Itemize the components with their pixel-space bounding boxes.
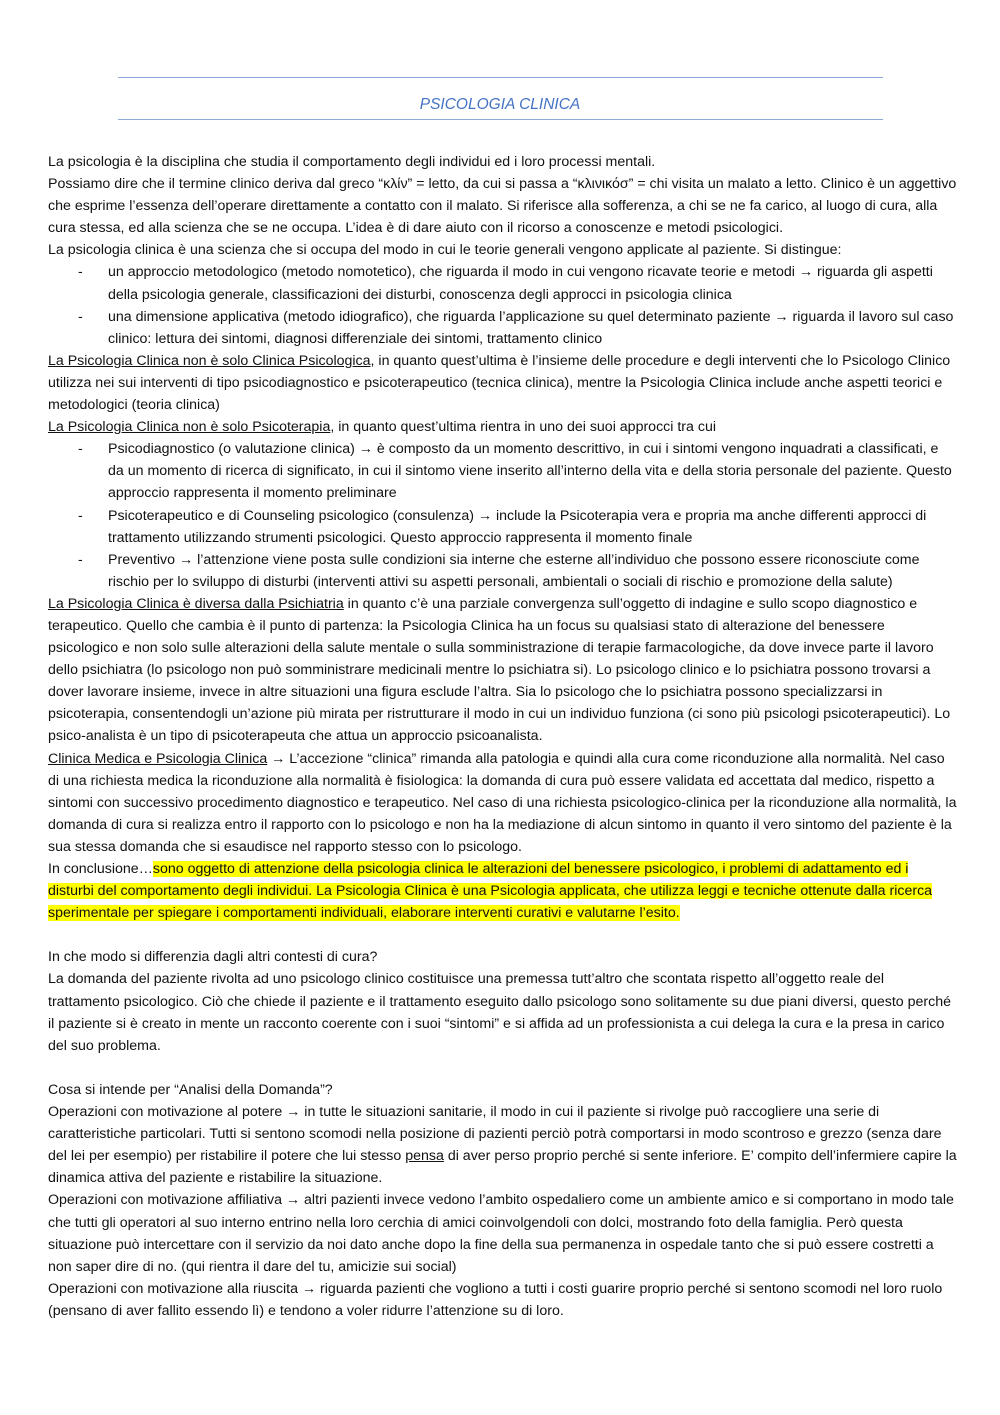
underlined-heading: La Psicologia Clinica è diversa dalla Psichiatria	[48, 595, 344, 612]
underlined-heading: La Psicologia Clinica non è solo Clinica Psicologica	[48, 352, 371, 369]
question-heading: In che modo si differenzia dagli altri contesti di cura?	[48, 949, 378, 966]
list-item: - Psicoterapeutico e di Counseling psicologico (consulenza) → include la Psicoterapia vera e propria ma anche differenti approcci di trattamento utilizzando strumenti psicologici. Questo approccio rappresenta il momento finale	[48, 505, 958, 549]
paragraph-psychiatry	[48, 593, 958, 748]
underlined-heading: Clinica Medica e Psicologia Clinica	[48, 750, 268, 767]
list-item: - Preventivo → l’attenzione viene posta sulle condizioni sia interne che esterne all’individuo che possono essere riconosciute come rischio per lo sviluppo di disturbi (interventi attivi su aspetti personali, ambientali o sociali di rischio e promozione della salute)	[48, 549, 958, 593]
paragraph-text: → L’accezione “clinica” rimanda alla patologia e quindi alla cura come riconduzione alla normalità. Nel caso di una richiesta medica la riconduzione alla normalità è fisiologica: la domanda di cura può essere validata ed accettata dal medico, rispetto a sintomi con successivo procedimento diagnostico e terapeutico. Nel caso di una richiesta psicologico-clinica per la riconduzione alla normalità, la domanda di cura si realizza entro il rapporto con lo psicologo e non ha la mediazione di alcun sintomo in quanto il vero sintomo del paziente è la sua stessa domanda che si esaudisce nel rapporto stesso con lo psicologo.	[48, 750, 957, 855]
paragraph-etymology: Possiamo dire che il termine clinico deriva dal greco “κλίν” = letto, da cui si passa a “κλινικόσ” = chi visita un malato a letto. Clinico è un aggettivo che esprime l’essenza dell’operare direttamente a contatto con il malato. Si riferisce alla sofferenza, a chi se ne fa carico, al luogo di cura, alla cura stessa, ed alla scienza che se ne occupa. L’idea è di dare aiuto con il ricorso a conoscenze e metodi psicologici.	[48, 176, 957, 237]
list-item: - una dimensione applicativa (metodo idiografico), che riguarda l’applicazione su quel determinato paziente → riguarda il lavoro sul caso clinico: lettura dei sintomi, diagnosi differenziale dei sintomi, trattamento clinico	[48, 306, 958, 350]
underlined-word: pensa	[405, 1148, 444, 1165]
paragraph-text: di aver perso proprio perché si sente inferiore. E’ compito dell’infermiere capire la dinamica attiva del paziente e ristabilire la situazione.	[48, 1148, 957, 1187]
paragraph-text: , in quanto quest’ultima è l’insieme delle procedure e degli interventi che lo Psicologo Clinico utilizza nei sui interventi di tipo psicodiagnostico e psicoterapeutico (tecnica clinica), mentre la Psicologia Clinica include anche aspetti teorici e metodologici (teoria clinica)	[48, 352, 951, 414]
header-rule-top	[118, 77, 883, 78]
paragraph-clinical-science: La psicologia clinica è una scienza che si occupa del modo in cui le teorie generali vengono applicate al paziente. Si distingue:	[48, 242, 842, 259]
page-title: PSICOLOGIA CLINICA	[419, 96, 581, 113]
header-rule-bottom	[118, 119, 883, 120]
paragraph-clinical-medicine	[48, 748, 958, 858]
list-item: - un approccio metodologico (metodo nomotetico), che riguarda il modo in cui vengono ricavate teorie e metodi → riguarda gli aspetti della psicologia generale, classificazioni dei disturbi, conoscenza degli approcci in psicologia clinica	[48, 261, 958, 305]
paragraph-text: , in quanto quest’ultima rientra in uno dei suoi approcci tra cui	[330, 419, 716, 436]
paragraph-conclusion	[48, 858, 958, 924]
underlined-heading: La Psicologia Clinica non è solo Psicoterapia	[48, 419, 331, 436]
document-body	[48, 151, 958, 1322]
paragraph-power-motivation	[48, 1101, 958, 1189]
paragraph-patient-request: La domanda del paziente rivolta ad uno psicologo clinico costituisce una premessa tutt’altro che scontata rispetto all’oggetto reale del trattamento psicologico. Ciò che chiede il paziente e il trattamento eseguito dallo psicologo sono solitamente su due piani diversi, questo perché il paziente si è creato in mente un racconto coerente con i suoi “sintomi” e si affida ad un professionista a cui delega la cura e la presa in carico del suo problema.	[48, 971, 952, 1054]
paragraph-definition: La psicologia è la disciplina che studia il comportamento degli individui ed i loro processi mentali.	[48, 154, 656, 170]
highlighted-text: sono oggetto di attenzione della psicologia clinica le alterazioni del benessere psicologico, i problemi di adattamento ed i disturbi del comportamento degli individui. La Psicologia Clinica è una Psicologia applicata, che utilizza leggi e tecniche ottenute dalla ricerca sperimentale per spiegare i comportamenti individuali, elaborare interventi curativi e valutarne l’esito.	[48, 861, 933, 922]
list-item: - Psicodiagnostico (o valutazione clinica) → è composto da un momento descrittivo, in cui i sintomi vengono inquadrati a classificati, e da un momento di ricerca di significato, in cui il sintomo viene inserito all’interno della vita e della storia personale del paziente. Questo approccio rappresenta il momento preliminare	[48, 438, 958, 504]
paragraph-text: In conclusione…	[48, 861, 153, 877]
paragraph-text: in quanto c’è una parziale convergenza sull’oggetto di indagine e sullo scopo diagnostico e terapeutico. Quello che cambia è il punto di partenza: la Psicologia Clinica ha un focus su qualsiasi stato di alterazione del benessere psicologico e non solo sulle alterazioni della salute mentale o sulla somministrazione di terapie farmacologiche, da dove invece parte il lavoro dello psichiatra (lo psicologo non può somministrare medicinali mentre lo psichiatra si). Lo psicologo clinico e lo psichiatra possono trovarsi a dover lavorare insieme, invece in altre situazioni una figura esclude l’altra. Sia lo psicologo che lo psichiatra possono specializzarsi in psicoterapia, consentendogli un’azione più mirata per ristrutturare il modo in cui un individuo funziona (ci sono più psicologi psicoterapeutici). Lo psico-analista è un tipo di psicoterapeuta che attua un approccio psicoanalista.	[48, 595, 951, 745]
approach-types-list	[48, 438, 958, 593]
paragraph-psychotherapy	[48, 416, 958, 438]
blank-line	[48, 1057, 958, 1079]
paragraph-success-motivation: Operazioni con motivazione alla riuscita → riguarda pazienti che vogliono a tutti i costi guarire proprio perché si sentono scomodi nel loro ruolo (pensano di aver fallito essendo lì) e tendono a voler ridurre l’attenzione su di loro.	[48, 1280, 943, 1319]
paragraph-clinical-psychology	[48, 350, 958, 416]
question-heading: Cosa si intende per “Analisi della Domanda”?	[48, 1081, 333, 1098]
approach-list	[48, 261, 958, 349]
blank-line	[48, 924, 958, 946]
paragraph-affiliative-motivation: Operazioni con motivazione affiliativa → altri pazienti invece vedono l’ambito ospedaliero come un ambiente amico e si comportano in modo tale che tutti gli operatori al suo interno entrino nella loro cerchia di amici coinvolgendoli con dolci, mostrando foto della famiglia. Però questa situazione può intercettare con il servizio da noi dato anche dopo la fine della sua permanenza in ospedale tanto che si può essere costretti a non saper dire di no. (qui rientra il dare del tu, amicizie sui social)	[48, 1192, 954, 1275]
paragraph-text: Operazioni con motivazione al potere → in tutte le situazioni sanitarie, il modo in cui il paziente si rivolge può raccogliere una serie di caratteristiche particolari. Tutti si sentono scomodi nella posizione di pazienti perciò potrà comportarsi in modo scontroso e grezzo (senza dare del lei per esempio) per ristabilire il potere che lui stesso	[48, 1104, 942, 1165]
